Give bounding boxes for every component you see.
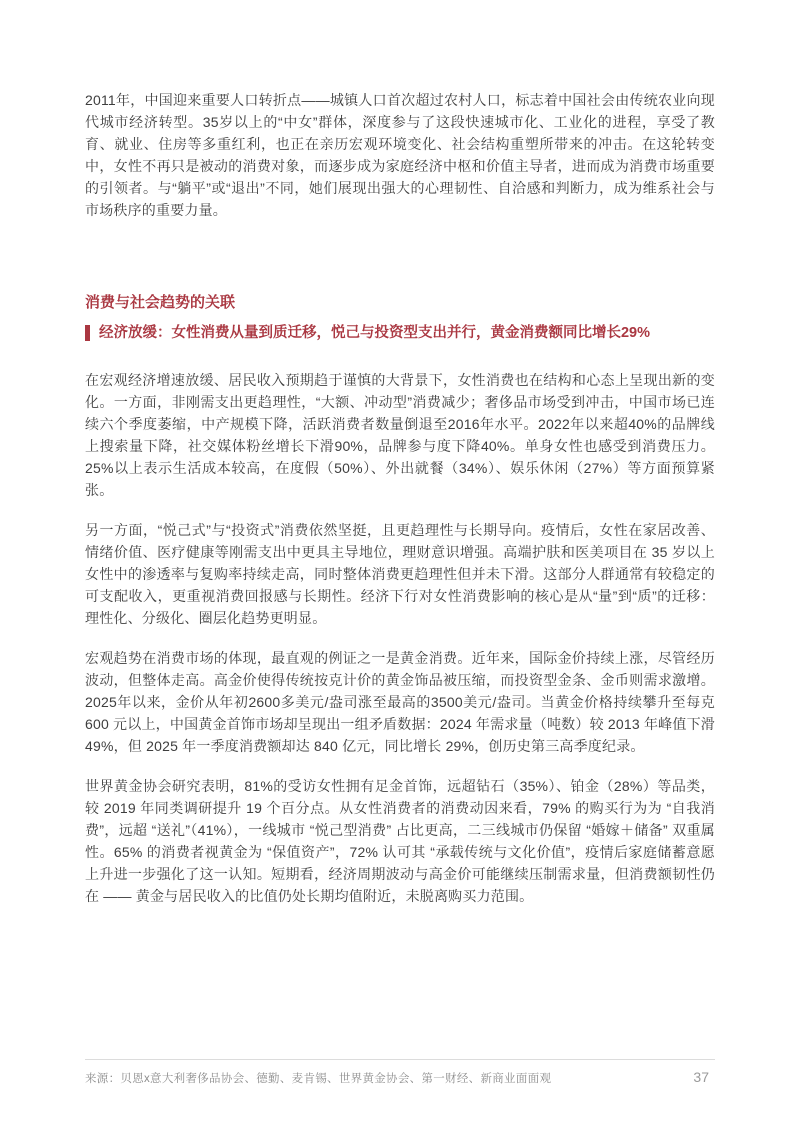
paragraph-gold-market: 宏观趋势在消费市场的体现，最直观的例证之一是黄金消费。近年来，国际金价持续上涨，尽管经历波动，但整体走高。高金价使得传统按克计价的黄金饰品被压缩，而投资型金条、金币则需求激增。2025年以来，金价从年初2600多美元/盎司涨至最高的3500美元/盎司。当黄金价格持续攀升至每克 600 元以上，中国黄金首饰市场却呈现出一组矛盾数据：2024 年需求量（吨数）较 2013 年峰值下滑 49%，但 2025 年一季度消费额却达 840 亿元，同比增长 29%，创历史第三高季度纪录。 xyxy=(85,650,715,754)
page-number: 37 xyxy=(693,1069,709,1085)
footer-row xyxy=(85,1069,715,1086)
paragraph-consumption-shift: 在宏观经济增速放缓、居民收入预期趋于谨慎的大背景下，女性消费也在结构和心态上呈现出新的变化。一方面，非刚需支出更趋理性，“大额、冲动型”消费减少；奢侈品市场受到冲击，中国市场已连续六个季度萎缩，中产规模下降，活跃消费者数量倒退至2016年水平。2022年以来超40%的品牌线上搜索量下降，社交媒体粉丝增长下滑90%，品牌参与度下降40%。单身女性也感受到消费压力。25%以上表示生活成本较高，在度假（50%）、外出就餐（34%）、娱乐休闲（27%）等方面预算紧张。 xyxy=(85,372,715,498)
footer-divider xyxy=(85,1059,715,1060)
paragraph-gold-council-research: 世界黄金协会研究表明，81%的受访女性拥有足金首饰，远超钻石（35%）、铂金（28%）等品类，较 2019 年同类调研提升 19 个百分点。从女性消费者的消费动因来看，79% 的购买行为为 “自我消费”，远超 “送礼”（41%），一线城市 “悦己型消费” 占比更高，二三线城市仍保留 “婚嫁＋储备” 双重属性。65% 的消费者视黄金为 “保值资产”，72% 认可其 “承载传统与文化价值”，疫情后家庭储蓄意愿上升进一步强化了这一认知。短期看，经济周期波动与高金价可能继续压制需求量，但消费额韧性仍在 —— 黄金与居民收入的比值仍处长期均值附近，未脱离购买力范围。 xyxy=(85,778,715,904)
section-subtitle xyxy=(85,324,715,342)
section-subtitle-text: 经济放缓：女性消费从量到质迁移，悦己与投资型支出并行，黄金消费额同比增长29% xyxy=(99,325,651,341)
section-title: 消费与社会趋势的关联 xyxy=(85,294,236,311)
body-copy xyxy=(85,369,715,907)
source-note: 来源：贝恩x意大利奢侈品协会、德勤、麦肯锡、世界黄金协会、第一财经、新商业面面观 xyxy=(85,1073,552,1085)
page-footer xyxy=(85,1059,715,1086)
section-header xyxy=(85,293,715,342)
accent-bar-icon xyxy=(85,325,90,341)
paragraph-self-pleasing-investment: 另一方面，“悦己式”与“投资式”消费依然坚挺，且更趋理性与长期导向。疫情后，女性在家居改善、情绪价值、医疗健康等刚需支出中更具主导地位，理财意识增强。高端护肤和医美项目在 35 岁以上女性中的渗透率与复购率持续走高，同时整体消费更趋理性但并未下滑。这部分人群通常有较稳定的可支配收入，更重视消费回报感与长期性。经济下行对女性消费影响的核心是从“量”到“质”的迁移：理性化、分级化、圈层化趋势更明显。 xyxy=(85,522,715,626)
intro-paragraph: 2011年，中国迎来重要人口转折点——城镇人口首次超过农村人口，标志着中国社会由传统农业向现代城市经济转型。35岁以上的“中女”群体，深度参与了这段快速城市化、工业化的进程，享受了教育、就业、住房等多重红利，也正在亲历宏观环境变化、社会结构重塑所带来的冲击。在这轮转变中，女性不再只是被动的消费对象，而逐步成为家庭经济中枢和价值主导者，进而成为消费市场重要的引领者。与“躺平”或“退出”不同，她们展现出强大的心理韧性、自洽感和判断力，成为维系社会与市场秩序的重要力量。 xyxy=(85,92,715,218)
